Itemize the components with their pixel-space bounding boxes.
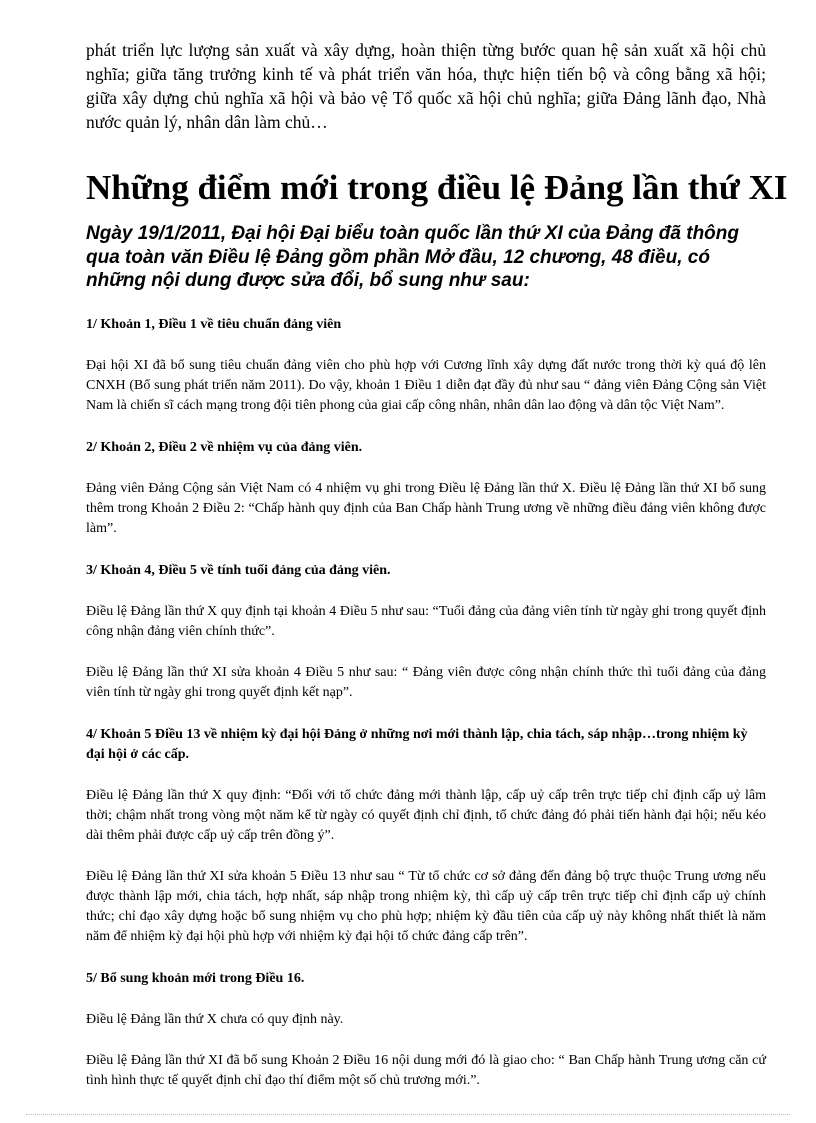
section-1 — [86, 315, 766, 416]
section-heading: 1/ Khoản 1, Điều 1 về tiêu chuẩn đảng viên — [86, 316, 342, 332]
intro-paragraph: phát triển lực lượng sản xuất và xây dựng, hoàn thiện từng bước quan hệ sản xuất xã hội chủ nghĩa; giữa tăng trưởng kinh tế và phát triển văn hóa, thực hiện tiến bộ và công bằng xã hội; giữa xây dựng chủ nghĩa xã hội và bảo vệ Tổ quốc xã hội chủ nghĩa; giữa Đảng lãnh đạo, Nhà nước quản lý, nhân dân làm chủ… — [86, 40, 766, 132]
document-page — [86, 38, 788, 1091]
section-paragraph: Điều lệ Đảng lần thứ X quy định tại khoản 4 Điều 5 như sau: “Tuổi đảng của đảng viên tính từ ngày ghi trong quyết định công nhận đảng viên chính thức”. — [86, 603, 766, 639]
section-heading: 5/ Bổ sung khoản mới trong Điều 16. — [86, 970, 305, 986]
section-paragraph: Điều lệ Đảng lần thứ XI sửa khoản 5 Điều 13 như sau “ Từ tổ chức cơ sở đảng đến đảng bộ trực thuộc Trung ương nếu được thành lập mới, chia tách, hợp nhất, sáp nhập trong nhiệm kỳ, thì cấp uỷ cấp trên trực tiếp chỉ định cấp uỷ chính thức; chỉ đạo xây dựng hoặc bổ sung nhiệm vụ cho phù hợp; nhiệm kỳ đầu tiên của cấp uỷ này không nhất thiết là năm năm để nhiệm kỳ đại hội phù hợp với nhiệm kỳ đại hội tổ chức đảng cấp trên”. — [86, 868, 766, 944]
section-paragraph: Điều lệ Đảng lần thứ XI đã bổ sung Khoản 2 Điều 16 nội dung mới đó là giao cho: “ Ban Chấp hành Trung ương căn cứ tình hình thực tế quyết định chỉ đạo thí điểm một số chủ trương mới.”. — [86, 1052, 766, 1088]
section-5 — [86, 969, 766, 1091]
section-paragraph: Điều lệ Đảng lần thứ XI sửa khoản 4 Điều 5 như sau: “ Đảng viên được công nhận chính thức thì tuổi đảng của đảng viên tính từ ngày ghi trong quyết định kết nạp”. — [86, 664, 766, 700]
section-heading: 2/ Khoản 2, Điều 2 về nhiệm vụ của đảng viên. — [86, 439, 363, 455]
section-heading: 3/ Khoản 4, Điều 5 về tính tuổi đảng của đảng viên. — [86, 562, 391, 578]
section-3 — [86, 561, 766, 703]
page-bottom-divider — [26, 1114, 790, 1115]
lead-paragraph: Ngày 19/1/2011, Đại hội Đại biểu toàn quốc lần thứ XI của Đảng đã thông qua toàn văn Điều lệ Đảng gồm phần Mở đầu, 12 chương, 48 điều, có những nội dung được sửa đổi, bổ sung như sau: — [86, 223, 739, 291]
page-title: Những điểm mới trong điều lệ Đảng lần thứ XI — [86, 168, 788, 207]
section-heading: 4/ Khoản 5 Điều 13 về nhiệm kỳ đại hội Đảng ở những nơi mới thành lập, chia tách, sáp nhập…trong nhiệm kỳ đại hội ở các cấp. — [86, 726, 748, 762]
section-4 — [86, 725, 766, 947]
section-2 — [86, 438, 766, 539]
section-paragraph: Điều lệ Đảng lần thứ X chưa có quy định này. — [86, 1011, 344, 1027]
section-paragraph: Điều lệ Đảng lần thứ X quy định: “Đối với tổ chức đảng mới thành lập, cấp uỷ cấp trên trực tiếp chỉ định cấp uỷ lâm thời; chậm nhất trong vòng một năm kể từ ngày có quyết định chỉ định, tổ chức đảng đó phải tiến hành đại hội; nếu kéo dài thêm phải được cấp uỷ cấp trên đồng ý”. — [86, 787, 766, 843]
section-paragraph: Đại hội XI đã bổ sung tiêu chuẩn đảng viên cho phù hợp với Cương lĩnh xây dựng đất nước trong thời kỳ quá độ lên CNXH (Bổ sung phát triển năm 2011). Do vậy, khoản 1 Điều 1 diễn đạt đầy đủ như sau “ đảng viên Đảng Cộng sản Việt Nam là chiến sĩ cách mạng trong đội tiên phong của giai cấp công nhân, nhân dân lao động và dân tộc Việt Nam”. — [86, 357, 766, 413]
section-paragraph: Đảng viên Đảng Cộng sản Việt Nam có 4 nhiệm vụ ghi trong Điều lệ Đảng lần thứ X. Điều lệ Đảng lần thứ XI bổ sung thêm trong Khoản 2 Điều 2: “Chấp hành quy định của Ban Chấp hành Trung ương về những điều đảng viên không được làm”. — [86, 480, 766, 536]
